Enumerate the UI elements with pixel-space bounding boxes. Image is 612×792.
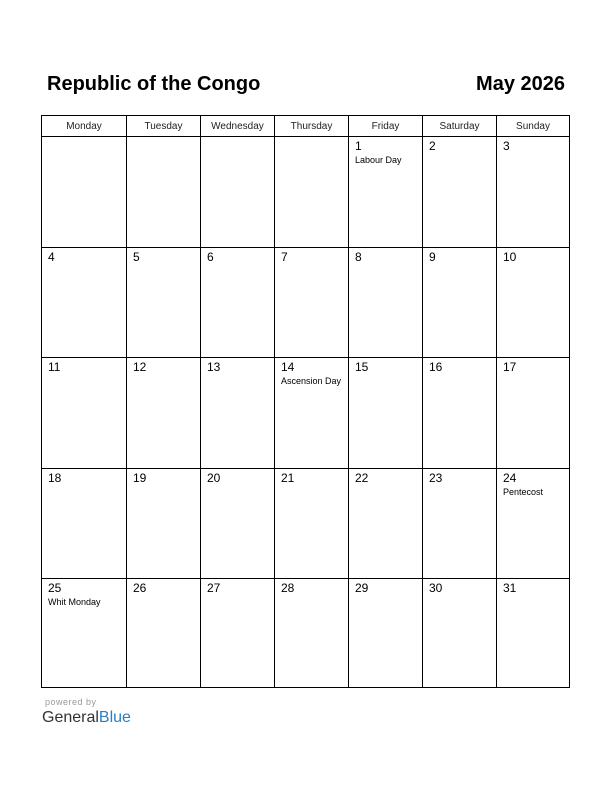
day-cell (127, 579, 201, 687)
day-number: 24 (503, 471, 517, 485)
day-cell (42, 248, 127, 357)
holiday-label: Labour Day (355, 155, 402, 165)
day-number: 7 (281, 250, 288, 264)
day-cell (423, 248, 497, 357)
day-number: 25 (48, 581, 62, 595)
day-cell (127, 358, 201, 468)
day-number: 5 (133, 250, 140, 264)
holiday-label: Pentecost (503, 487, 544, 497)
day-cell (42, 469, 127, 578)
weekday-thursday: Thursday (275, 116, 349, 136)
calendar-country-title: Republic of the Congo (47, 73, 261, 95)
day-number: 17 (503, 360, 517, 374)
holiday-label: Ascension Day (281, 376, 342, 386)
day-cell (349, 579, 423, 687)
weekday-saturday: Saturday (423, 116, 497, 136)
day-number: 22 (355, 471, 369, 485)
brand-general-text: General (42, 709, 99, 726)
day-cell (275, 248, 349, 357)
day-cell (201, 358, 275, 468)
day-cell (275, 358, 349, 468)
day-number: 21 (281, 471, 295, 485)
day-cell (275, 469, 349, 578)
day-number: 18 (48, 471, 62, 485)
day-cell (42, 358, 127, 468)
day-cell (42, 137, 127, 247)
calendar-month-title: May 2026 (476, 73, 565, 95)
day-cell (349, 248, 423, 357)
day-number: 15 (355, 360, 369, 374)
day-number: 23 (429, 471, 443, 485)
day-number: 4 (48, 250, 55, 264)
day-cell (423, 469, 497, 578)
calendar-grid (41, 115, 570, 688)
week-row-4 (42, 469, 569, 579)
day-cell (349, 469, 423, 578)
day-cell (127, 137, 201, 247)
day-cell (497, 137, 569, 247)
day-cell (275, 137, 349, 247)
day-number: 29 (355, 581, 369, 595)
generalblue-logo[interactable] (42, 708, 131, 728)
day-cell (497, 248, 569, 357)
day-cell (423, 579, 497, 687)
holiday-label: Whit Monday (48, 597, 101, 607)
day-cell (42, 579, 127, 687)
week-row-3 (42, 358, 569, 469)
day-number: 2 (429, 139, 436, 153)
day-cell (127, 248, 201, 357)
day-cell (201, 137, 275, 247)
day-number: 19 (133, 471, 147, 485)
day-number: 13 (207, 360, 221, 374)
day-cell (497, 579, 569, 687)
weekday-wednesday: Wednesday (201, 116, 275, 136)
day-cell (201, 469, 275, 578)
brand-blue-text: Blue (98, 709, 131, 726)
day-cell (497, 358, 569, 468)
day-number: 8 (355, 250, 362, 264)
week-row-5 (42, 579, 569, 687)
day-number: 26 (133, 581, 147, 595)
week-row-1 (42, 137, 569, 248)
day-number: 16 (429, 360, 443, 374)
day-number: 20 (207, 471, 221, 485)
day-number: 28 (281, 581, 295, 595)
day-number: 1 (355, 139, 362, 153)
weekday-sunday: Sunday (516, 121, 550, 132)
day-cell (127, 469, 201, 578)
day-number: 3 (503, 139, 510, 153)
powered-by-label: powered by (45, 697, 97, 707)
day-cell (497, 469, 569, 578)
day-number: 30 (429, 581, 443, 595)
weekday-header-row (42, 116, 569, 137)
day-cell (423, 137, 497, 247)
day-number: 12 (133, 360, 147, 374)
day-cell (423, 358, 497, 468)
week-row-2 (42, 248, 569, 358)
day-number: 27 (207, 581, 221, 595)
day-number: 6 (207, 250, 214, 264)
day-number: 10 (503, 250, 517, 264)
weekday-friday: Friday (349, 116, 423, 136)
day-cell (349, 137, 423, 247)
day-number: 14 (281, 360, 295, 374)
day-number: 11 (48, 360, 61, 374)
day-cell (349, 358, 423, 468)
day-cell (201, 579, 275, 687)
day-number: 31 (503, 581, 517, 595)
weekday-tuesday: Tuesday (127, 116, 201, 136)
day-cell (201, 248, 275, 357)
day-cell (275, 579, 349, 687)
weekday-monday: Monday (42, 116, 127, 136)
day-number: 9 (429, 250, 436, 264)
